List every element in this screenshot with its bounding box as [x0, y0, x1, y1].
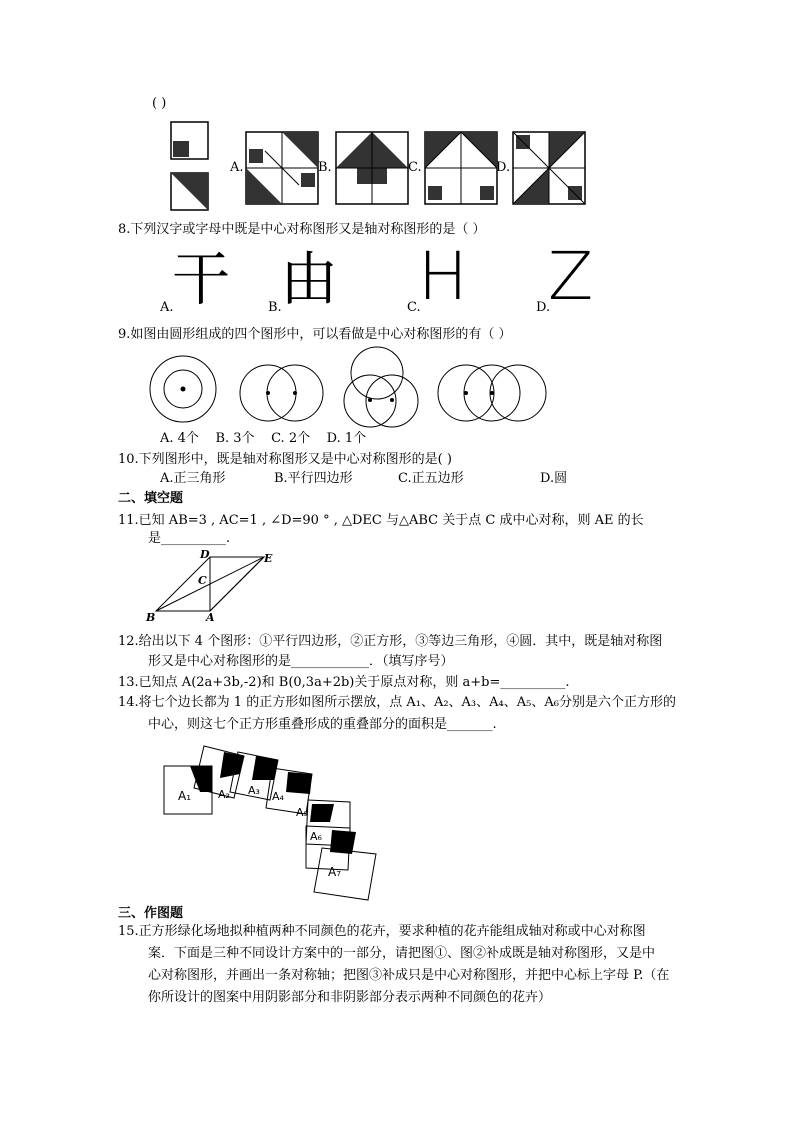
point-b-label: B [146, 611, 156, 624]
q8-option-c-char: H [418, 238, 468, 315]
q8-option-d-label: D. [536, 300, 551, 315]
q10-option-c: C.正五边形 [398, 471, 464, 486]
q12-line1: 12.给出以下 4 个图形：①平行四边形，②正方形，③等边三角形，④圆．其中，既是轴对称图 [118, 634, 663, 649]
q7-given-figure [170, 121, 210, 211]
point-c-label: C [198, 574, 207, 587]
q7-option-c-label: C. [408, 160, 422, 175]
square-label-a5: A₅ [296, 806, 308, 819]
q8-option-a-label: A. [160, 300, 174, 315]
square-label-a4: A₄ [272, 790, 284, 803]
square-label-a1: A₁ [178, 789, 192, 803]
q15-line4: 你所设计的图案中用阴影部分和非阴影部分表示两种不同颜色的花卉） [148, 990, 552, 1005]
q8-option-a-char: 干 [172, 245, 231, 313]
q12-line2: 形又是中心对称图形的是____________．（填写序号） [148, 654, 454, 669]
q7-option-a-figure [245, 131, 319, 205]
square-label-a3: A₃ [248, 784, 260, 797]
q10-option-b: B.平行四边形 [274, 471, 353, 486]
q9-options: A. 4个 B. 3个 C. 2个 D. 1个 [160, 431, 367, 446]
q7-answer-paren: ( ) [152, 96, 167, 111]
q11-figure [140, 545, 290, 627]
q14-line2: 中心，则这七个正方形重叠形成的重叠部分的面积是_______. [148, 717, 497, 732]
q7-option-b-figure [335, 131, 409, 205]
q14-line1: 14.将七个边长都为 1 的正方形如图所示摆放，点 A₁、A₂、A₃、A₄、A₅、A₆分别是六个正方形的 [118, 695, 676, 710]
q10-question: 10.下列图形中，既是轴对称图形又是中心对称图形的是( ) [118, 452, 452, 467]
q11-line1: 11.已知 AB=3 , AC=1 , ∠D=90 ° , △DEC 与△ABC 关于点 C 成中心对称，则 AE 的长 [118, 513, 644, 528]
q7-option-d-label: D. [496, 160, 511, 175]
section-2-title: 二、填空题 [118, 491, 184, 506]
q7-option-b-label: B. [318, 160, 332, 175]
q15-line1: 15.正方形绿化场地拟种植两种不同颜色的花卉，要求种植的花卉能组成轴对称或中心对称图 [118, 924, 646, 939]
q15-line3: 心对称图形，并画出一条对称轴；把图③补成只是中心对称图形，并把中心标上字母 P.（在 [148, 968, 670, 983]
q13-text: 13.已知点 A(2a+3b,-2)和 B(0,3a+2b)关于原点对称，则 a+b=__________. [118, 675, 570, 690]
q10-option-a: A.正三角形 [160, 471, 226, 486]
square-label-a7: A₇ [328, 865, 342, 879]
q8-option-c-label: C. [407, 300, 421, 315]
q11-line2: 是__________. [148, 531, 231, 546]
q8-option-d-char: Z [548, 238, 594, 315]
q7-option-a-label: A. [230, 160, 244, 175]
square-label-a2: A₂ [218, 788, 230, 801]
q15-line2: 案．下面是三种不同设计方案中的一部分，请把图①、图②补成既是轴对称图形，又是中 [148, 946, 656, 961]
q8-option-b-label: B. [268, 300, 282, 315]
q14-figure [160, 742, 385, 902]
q7-option-c-figure [424, 131, 498, 205]
point-a-label: A [206, 611, 215, 624]
q8-question: 8.下列汉字或字母中既是中心对称图形又是轴对称图形的是（ ） [118, 222, 486, 237]
q10-option-d: D.圆 [540, 471, 568, 486]
q9-figures [140, 345, 560, 430]
point-e-label: E [264, 552, 273, 565]
q8-option-b-char: 由 [280, 245, 339, 313]
section-3-title: 三、作图题 [118, 906, 184, 921]
square-label-a6: A₆ [310, 830, 322, 843]
point-d-label: D [200, 548, 210, 561]
q7-option-d-figure [512, 131, 586, 205]
q9-question: 9.如图由圆形组成的四个图形中，可以看做是中心对称图形的有（ ） [118, 327, 512, 342]
